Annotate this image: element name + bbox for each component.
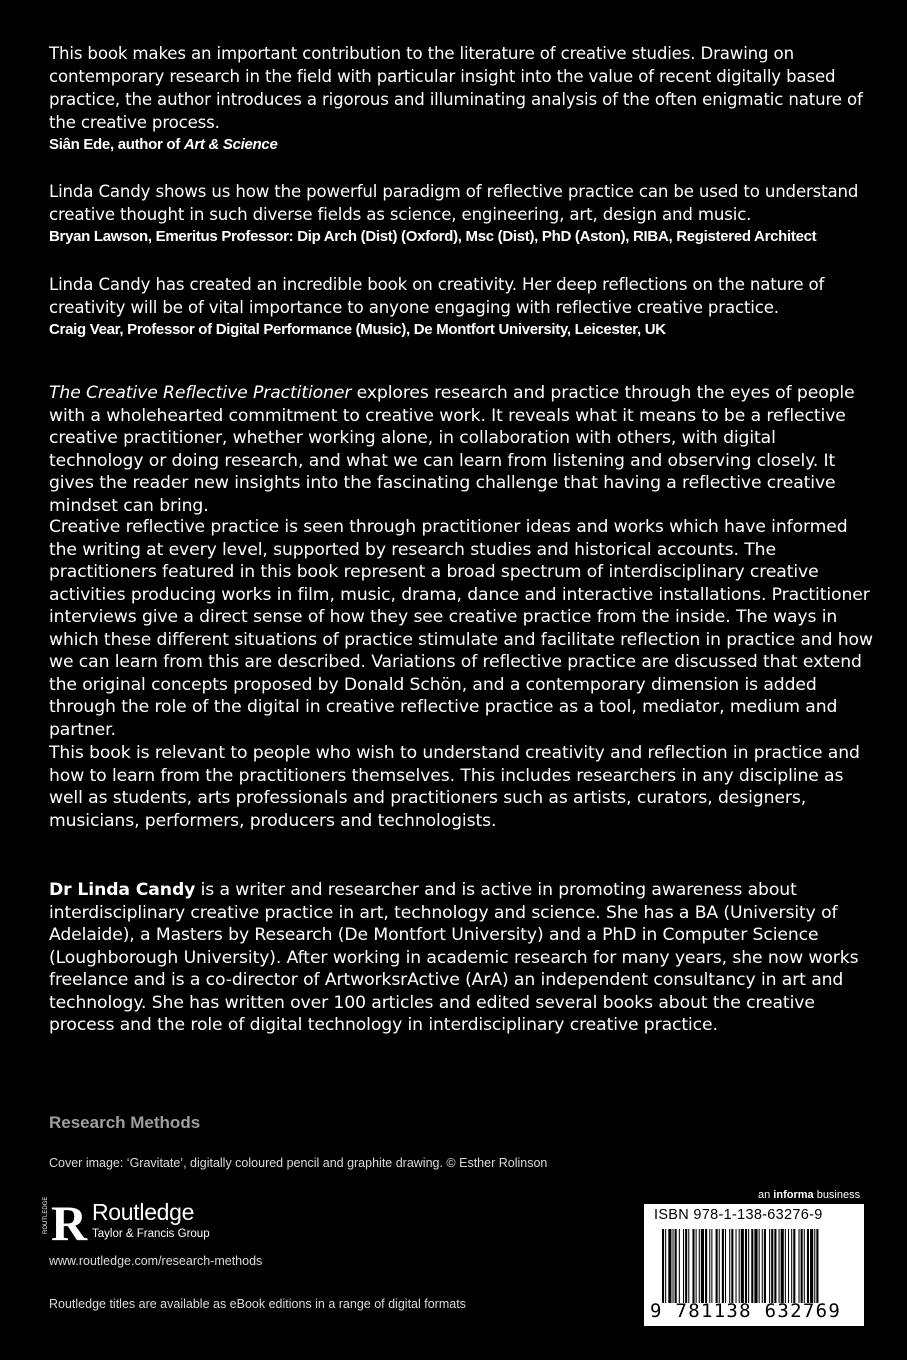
review-1-text: This book makes an important contribution to the literature of creative studies. Drawing on contemporary research in the field with particular insight into the value of recent digitally based practice, the author introduces a rigorous and illuminating analysis of the often enigmatic nature of the creative process. bbox=[49, 44, 863, 132]
review-3-attribution: Craig Vear, Professor of Digital Performance (Music), De Montfort University, Leicester, UK bbox=[49, 321, 666, 338]
publisher-group: Taylor & Francis Group bbox=[92, 1228, 210, 1240]
barcode-bar bbox=[699, 1229, 700, 1303]
barcode-bar bbox=[688, 1229, 689, 1303]
review-2-attribution: Bryan Lawson, Emeritus Professor: Dip Arch (Dist) (Oxford), Msc (Dist), PhD (Aston), RIBA, Registered Architect bbox=[49, 228, 817, 245]
isbn-label: ISBN 978-1-138-63276-9 bbox=[654, 1207, 823, 1223]
barcode-bar bbox=[705, 1229, 707, 1303]
barcode-bar bbox=[814, 1229, 815, 1303]
barcode-bar bbox=[662, 1229, 664, 1303]
barcode-bar bbox=[769, 1229, 770, 1303]
barcode-bar bbox=[741, 1229, 744, 1303]
barcode-bar bbox=[725, 1229, 726, 1303]
barcode-bar bbox=[685, 1229, 687, 1303]
barcode-bar bbox=[804, 1229, 805, 1303]
barcode-bar bbox=[711, 1229, 712, 1303]
review-3-text: Linda Candy has created an incredible book on creativity. Her deep reflections on the nature of creativity will be of vital importance to anyone engaging with reflective creative practice. bbox=[49, 275, 825, 317]
barcode-bar bbox=[801, 1229, 803, 1303]
barcode-bar bbox=[696, 1229, 697, 1303]
barcode-bars bbox=[662, 1229, 850, 1303]
barcode-bar bbox=[675, 1229, 677, 1303]
isbn-barcode bbox=[644, 1204, 864, 1326]
barcode-bar bbox=[764, 1229, 766, 1303]
barcode-digits: 9 781138 632769 bbox=[650, 1300, 842, 1322]
description-paragraph-2: Creative reflective practice is seen through practitioner ideas and works which have informed the writing at every level, supported by research studies and historical accounts. The practitioners featured in this book represent a broad spectrum of interdisciplinary creative activities producing works in film, music, drama, dance and interactive installations. Practitioner interviews give a direct sense of how they see creative practice from the inside. The ways in which these different situations of practice stimulate and facilitate reflection in practice and how we can learn from this are described. Variations of reflective practice are discussed that extend the original concepts proposed by Donald Schön, and a contemporary dimension is added through the role of the digital in creative reflective practice as a tool, mediator, medium and partner. bbox=[49, 517, 873, 740]
series-label: Research Methods bbox=[49, 1113, 201, 1132]
barcode-bar bbox=[692, 1229, 694, 1303]
barcode-bar bbox=[683, 1229, 684, 1303]
barcode-bar bbox=[679, 1229, 680, 1303]
author-name: Dr Linda Candy bbox=[49, 880, 196, 900]
barcode-bar bbox=[722, 1229, 724, 1303]
barcode-bar bbox=[673, 1229, 674, 1303]
barcode-bar bbox=[799, 1229, 800, 1303]
barcode-bar bbox=[745, 1229, 747, 1303]
review-1 bbox=[49, 42, 869, 156]
barcode-bar bbox=[748, 1229, 749, 1303]
barcode-bar bbox=[701, 1229, 704, 1303]
informa-tagline: an informa business bbox=[758, 1189, 861, 1201]
routledge-logo bbox=[38, 1196, 278, 1252]
cover-credit: Cover image: ‘Gravitate’, digitally coloured pencil and graphite drawing. © Esther Rolinson bbox=[49, 1156, 548, 1170]
description-paragraph-3: This book is relevant to people who wish to understand creativity and reflection in practice and how to learn from the practitioners themselves. This includes researchers in any discipline as well as students, arts professionals and practitioners such as artists, curators, designers, musicians, performers, producers and technologists. bbox=[49, 743, 860, 831]
review-3 bbox=[49, 273, 869, 341]
barcode-bar bbox=[791, 1229, 792, 1303]
publisher-name: Routledge bbox=[92, 1199, 195, 1225]
book-title: The Creative Reflective Practitioner bbox=[49, 383, 352, 403]
ebook-note: Routledge titles are available as eBook editions in a range of digital formats bbox=[49, 1297, 466, 1311]
barcode-bar bbox=[785, 1229, 786, 1303]
routledge-logo-icon bbox=[38, 1196, 88, 1252]
review-1-attribution: Siân Ede, author of Art & Science bbox=[49, 136, 278, 153]
publisher-website: www.routledge.com/research-methods bbox=[49, 1254, 263, 1268]
barcode-bar bbox=[709, 1229, 710, 1303]
description-paragraph-1: The Creative Reflective Practitioner explores research and practice through the eyes of people with a wholehearted commitment to creative work. It reveals what it means to be a reflective creative practitioner, whether working alone, in collaboration with others, with digital technology or doing research, and what we can learn from listening and observing closely. It gives the reader new insights into the fascinating challenge that having a reflective creative mindset can bring. bbox=[49, 383, 855, 516]
barcode-bar bbox=[729, 1229, 730, 1303]
barcode-bar bbox=[754, 1229, 757, 1303]
barcode-bar bbox=[816, 1229, 818, 1303]
barcode-bar bbox=[665, 1229, 666, 1303]
barcode-bar bbox=[771, 1229, 773, 1303]
barcode-bar bbox=[751, 1229, 753, 1303]
barcode-bar bbox=[762, 1229, 763, 1303]
barcode-bar bbox=[793, 1229, 795, 1303]
barcode-bar bbox=[807, 1229, 809, 1303]
barcode-bar bbox=[774, 1229, 776, 1303]
barcode-bar bbox=[736, 1229, 737, 1303]
logo-letter: R bbox=[51, 1196, 88, 1251]
barcode-bar bbox=[719, 1229, 720, 1303]
barcode-bar bbox=[759, 1229, 760, 1303]
review-2 bbox=[49, 180, 869, 248]
barcode-bar bbox=[788, 1229, 789, 1303]
barcode-bar bbox=[731, 1229, 733, 1303]
barcode-bar bbox=[810, 1229, 813, 1303]
barcode-bar bbox=[739, 1229, 740, 1303]
barcode-bar bbox=[779, 1229, 780, 1303]
logo-side-text: ROUTLEDGE bbox=[43, 1196, 49, 1234]
barcode-bar bbox=[716, 1229, 718, 1303]
author-bio: Dr Linda Candy is a writer and researcher and is active in promoting awareness about interdisciplinary creative practice in art, technology and science. She has a BA (University of Adelaide), a Masters by Research (De Montfort University) and a PhD in Computer Science (Loughborough University). After working in academic research for many years, she now works freelance and is a co-director of ArtworksrActive (ArA) an independent consultancy in art and technology. She has written over 100 articles and edited several books about the creative process and the role of digital technology in interdisciplinary creative practice. bbox=[49, 880, 859, 1035]
review-2-text: Linda Candy shows us how the powerful paradigm of reflective practice can be used to understand creative thought in such diverse fields as science, engineering, art, design and music. bbox=[49, 182, 859, 224]
barcode-bar bbox=[781, 1229, 784, 1303]
barcode-bar bbox=[668, 1229, 671, 1303]
